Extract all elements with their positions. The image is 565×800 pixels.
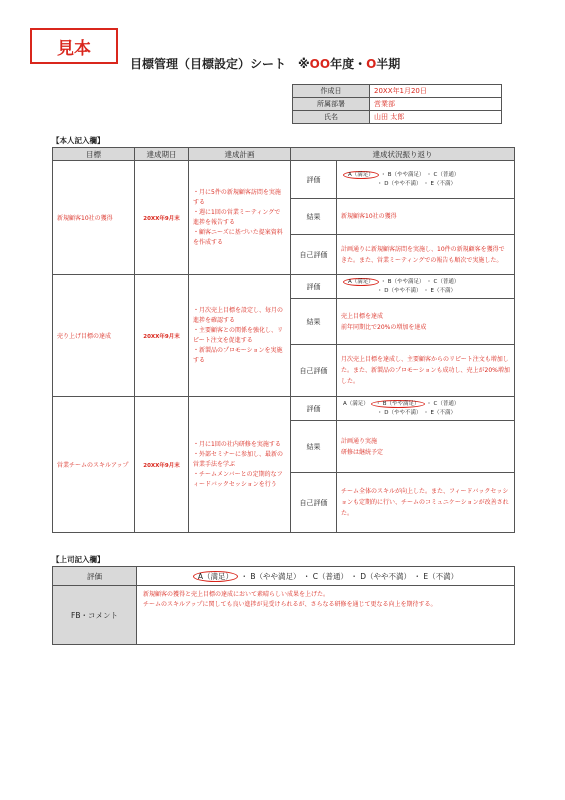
header-review: 達成状況振り返り [291, 148, 515, 161]
rating-a-selected: A（満足） [343, 278, 379, 286]
self-eval-label: 自己評価 [291, 473, 337, 533]
boss-eval-row [53, 567, 515, 586]
info-value: 20XX年1月20日 [370, 85, 502, 98]
info-label: 所属部署 [293, 98, 370, 111]
rating-options: A（満足） ・ B（やや満足） ・ C（普通） ・ D（やや不満） ・ E（不満） [337, 275, 515, 299]
due-date: 20XX年9月末 [135, 397, 189, 533]
goal-text: 売り上げ目標の達成 [53, 275, 135, 397]
self-eval-text: 月次売上目標を達成し、主要顧客からのリピート注文も増加した。また、新製品のプロモーションも成功し、売上が20%増加した。 [337, 345, 515, 397]
header-goal: 目標 [53, 148, 135, 161]
info-row-date [293, 85, 502, 98]
boss-eval-label: 評価 [53, 567, 137, 586]
result-label: 結果 [291, 299, 337, 345]
goal-text: 営業チームのスキルアップ [53, 397, 135, 533]
due-date: 20XX年9月末 [135, 161, 189, 275]
eval-label: 評価 [291, 275, 337, 299]
title-year: OO [309, 57, 331, 71]
boss-rating-options: A（満足） ・ B（やや満足） ・ C（普通） ・ D（やや不満） ・ E（不満） [137, 567, 515, 586]
result-text: 計画通り実施 研修は継続予定 [337, 421, 515, 473]
boss-comment-text: 新規顧客の獲得と売上目標の達成において素晴らしい成果を上げた。 チームのスキルアップに関しても良い進捗が見受けられるが、さらなる研修を通じて更なる向上を期待する。 [137, 586, 515, 645]
title-half: O [366, 57, 377, 71]
rating-b-selected: ・ B（やや満足） [371, 400, 425, 408]
plan-text: ・月に1回の社内研修を実施する ・外部セミナーに参加し、最新の営業手法を学ぶ ・チームメンバーとの定期的なフィードバックセッションを行う [189, 397, 291, 533]
table-row [53, 397, 515, 421]
goal-text: 新規顧客10社の獲得 [53, 161, 135, 275]
goals-header [53, 148, 515, 161]
info-value: 山田 太郎 [370, 111, 502, 124]
sheet-title: 目標管理（目標設定）シート ※OO年度・O半期 [130, 57, 401, 71]
rating-options: A（満足） ・ B（やや満足） ・ C（普通） ・ D（やや不満） ・ E（不満） [337, 397, 515, 421]
rating-a-selected: A（満足） [343, 171, 379, 179]
self-eval-label: 自己評価 [291, 235, 337, 275]
boss-section-label: 【上司記入欄】 [52, 555, 105, 564]
result-text: 新規顧客10社の獲得 [337, 199, 515, 235]
rating-options: A（満足） ・ B（やや満足） ・ C（普通） ・ D（やや不満） ・ E（不満） [337, 161, 515, 199]
info-label: 氏名 [293, 111, 370, 124]
due-date: 20XX年9月末 [135, 275, 189, 397]
table-row [53, 275, 515, 299]
self-eval-text: 計画通りに新規顧客訪問を実施し、10件の新規顧客を獲得できた。また、営業ミーティングでの報告も順次で実施した。 [337, 235, 515, 275]
plan-text: ・月次売上目標を設定し、毎月の進捗を確認する ・主要顧客との関係を強化し、リピート注文を促進する ・新製品のプロモーションを実施する [189, 275, 291, 397]
goals-table [52, 147, 515, 533]
self-eval-label: 自己評価 [291, 345, 337, 397]
header-due: 達成期日 [135, 148, 189, 161]
info-value: 営業部 [370, 98, 502, 111]
result-label: 結果 [291, 199, 337, 235]
header-plan: 達成計画 [189, 148, 291, 161]
info-table [292, 84, 502, 124]
result-text: 売上目標を達成 前年同期比で20%の増加を達成 [337, 299, 515, 345]
boss-comment-row [53, 586, 515, 645]
boss-comment-label: FB・コメント [53, 586, 137, 645]
table-row [53, 161, 515, 199]
info-row-dept [293, 98, 502, 111]
self-section-label: 【本人記入欄】 [52, 136, 105, 145]
eval-label: 評価 [291, 397, 337, 421]
result-label: 結果 [291, 421, 337, 473]
self-eval-text: チーム全体のスキルが向上した。また、フィードバックセッションも定期的に行い、チームのコミュニケーションが改善された。 [337, 473, 515, 533]
eval-label: 評価 [291, 161, 337, 199]
plan-text: ・月に5件の新規顧客訪問を実施する ・週に1回の営業ミーティングで進捗を報告する ・顧客ニーズに基づいた提案資料を作成する [189, 161, 291, 275]
info-row-name [293, 111, 502, 124]
sample-stamp: 見本 [30, 28, 118, 64]
boss-table [52, 566, 515, 645]
info-label: 作成日 [293, 85, 370, 98]
boss-rating-a-selected: A（満足） [193, 571, 238, 582]
